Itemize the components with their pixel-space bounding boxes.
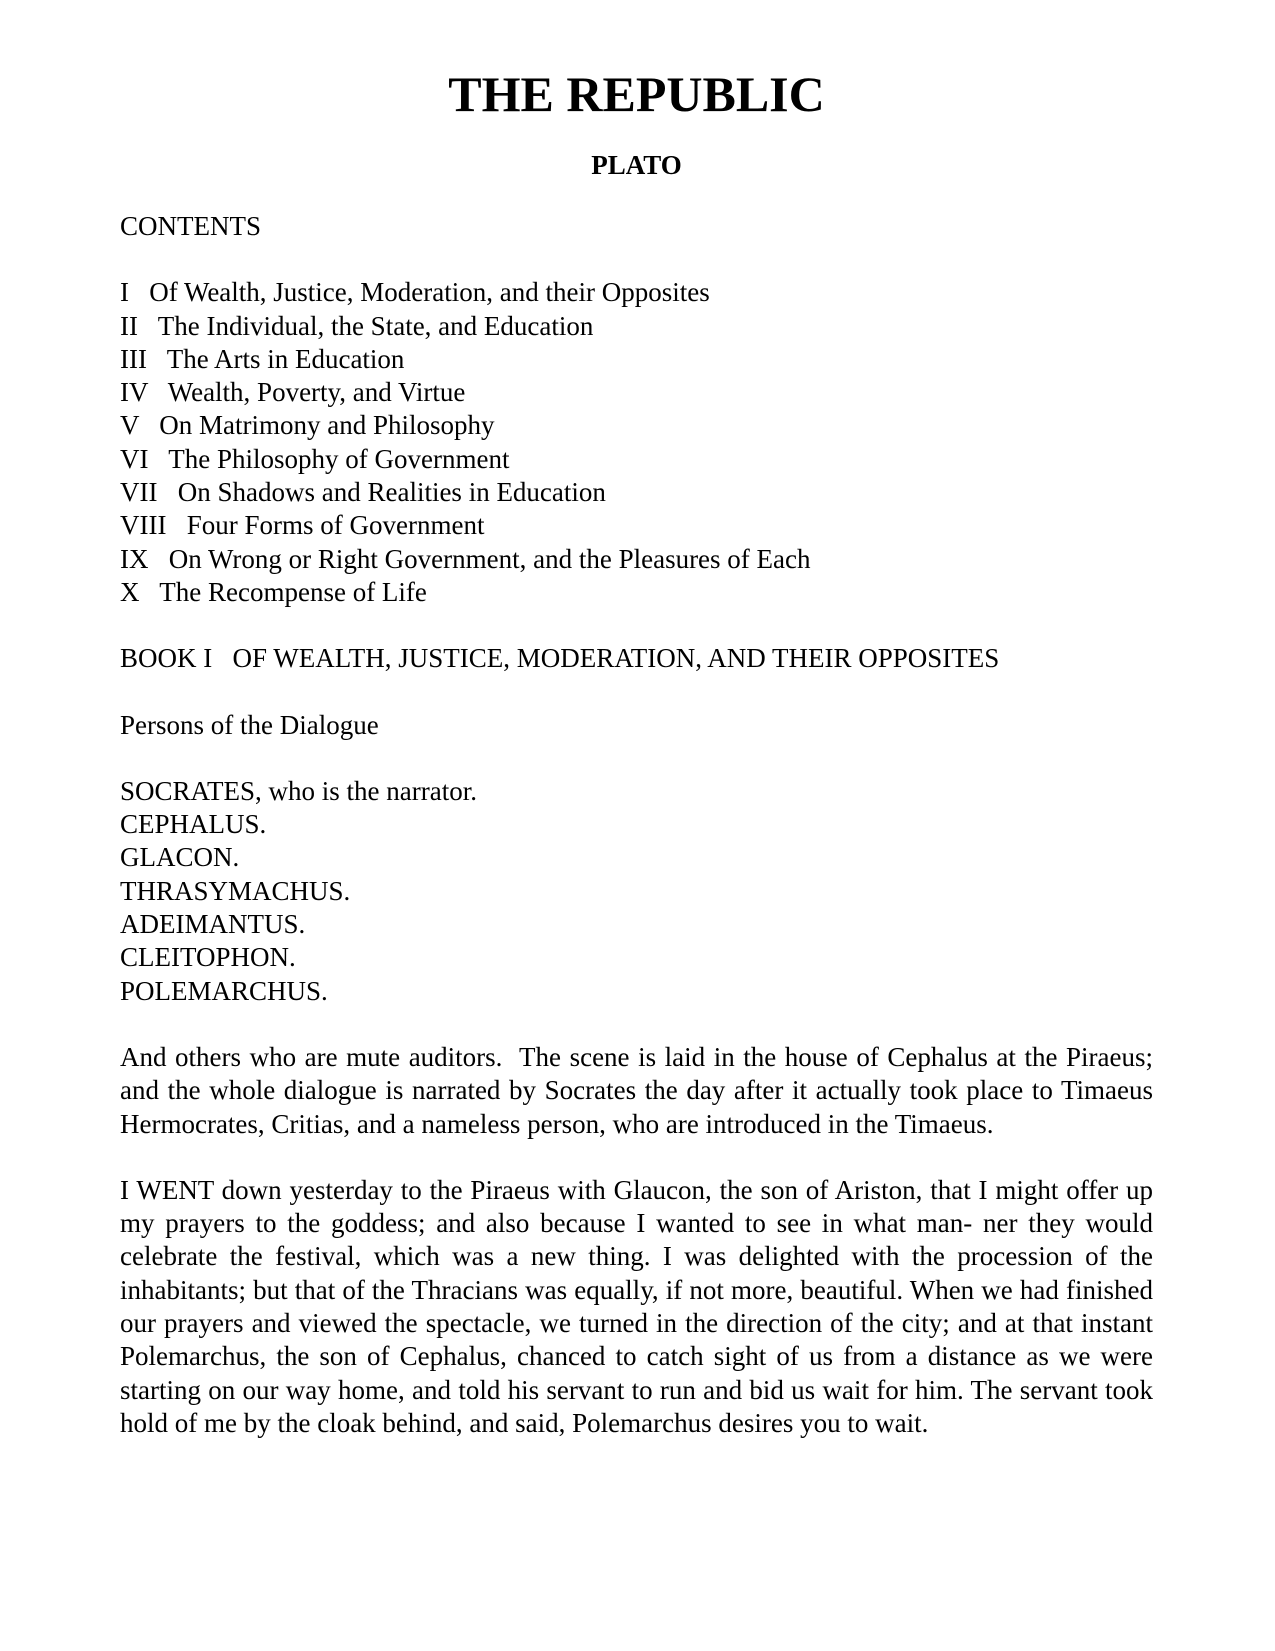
toc-item: IV Wealth, Poverty, and Virtue	[120, 377, 466, 408]
person-item: SOCRATES, who is the narrator.	[120, 775, 477, 806]
toc-item: IX On Wrong or Right Government, and the Pleasures of Each	[120, 543, 811, 574]
toc-item: II The Individual, the State, and Education	[120, 310, 594, 341]
toc-item: III The Arts in Education	[120, 343, 405, 374]
toc-item: V On Matrimony and Philosophy	[120, 410, 495, 441]
persons-list	[120, 775, 1153, 1008]
persons-heading: Persons of the Dialogue	[120, 709, 379, 740]
person-item: THRASYMACHUS.	[120, 875, 351, 906]
person-item: GLACON.	[120, 842, 240, 873]
person-item: POLEMARCHUS.	[120, 975, 328, 1006]
person-item: CLEITOPHON.	[120, 942, 296, 973]
contents-heading: CONTENTS	[120, 211, 261, 241]
toc-item: VI The Philosophy of Government	[120, 443, 510, 474]
body-paragraph: And others who are mute auditors. The scene is laid in the house of Cephalus at the Piraeus; and the whole dialogue is narrated by Socrates the day after it actually took place to Timaeus Hermocrates, Critias, and a nameless person, who are introduced in the Timaeus.	[120, 1041, 1160, 1139]
toc-item: VII On Shadows and Realities in Education	[120, 477, 606, 508]
table-of-contents	[120, 276, 1153, 609]
toc-item: X The Recompense of Life	[120, 576, 427, 607]
person-item: CEPHALUS.	[120, 809, 267, 840]
person-item: ADEIMANTUS.	[120, 909, 306, 940]
body-paragraph: I WENT down yesterday to the Piraeus with Glaucon, the son of Ariston, that I might offer up my prayers to the goddess; and also because I wanted to see in what man- ner they would celebrate the festival, which was a new thing. I was delighted with the procession of the inhabitants; but that of the Thracians was equally, if not more, beautiful. When we had finished our prayers and viewed the spectacle, we turned in the direction of the city; and at that instant Polemarchus, the son of Cephalus, chanced to catch sight of us from a distance as we were starting on our way home, and told his servant to run and bid us wait for him. The servant took hold of me by the cloak behind, and said, Polemarchus desires you to wait.	[120, 1174, 1160, 1438]
toc-item: I Of Wealth, Justice, Moderation, and their Opposites	[120, 277, 710, 308]
document-title: THE REPUBLIC	[448, 66, 825, 122]
book-heading: BOOK I OF WEALTH, JUSTICE, MODERATION, AND THEIR OPPOSITES	[120, 643, 1000, 674]
toc-item: VIII Four Forms of Government	[120, 510, 485, 541]
document-author: PLATO	[591, 150, 682, 180]
